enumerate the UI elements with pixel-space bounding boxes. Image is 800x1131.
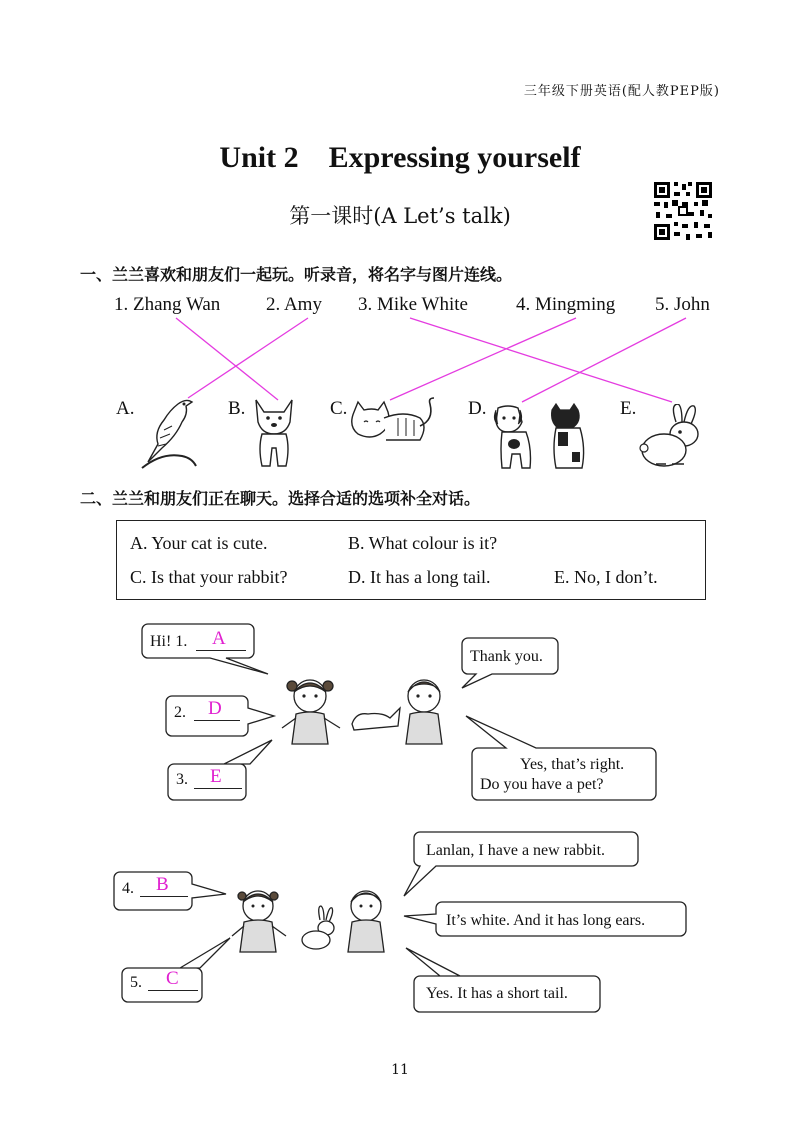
option-d: D. It has a long tail. — [348, 567, 491, 587]
bird-icon — [138, 394, 202, 470]
option-e: E. No, I don’t. — [554, 567, 658, 587]
page-number: 11 — [391, 1062, 409, 1078]
match-line-1-B — [176, 318, 278, 400]
blank-1-prefix: Hi! 1. — [150, 633, 188, 650]
answer-4: B — [156, 874, 169, 895]
section1-instruction: 一、兰兰喜欢和朋友们一起玩。听录音，将名字与图片连线。 — [80, 265, 513, 284]
name-mike-white: 3. Mike White — [358, 294, 468, 315]
blank-1-line — [196, 650, 246, 651]
match-line-3-E — [410, 318, 672, 402]
answer-3: E — [210, 766, 222, 787]
answer-5: C — [166, 968, 179, 989]
reply-short-tail: Yes. It has a short tail. — [426, 985, 568, 1002]
dog-icon — [246, 396, 302, 470]
book-header: 三年级下册英语(配人教PEP版) — [523, 84, 720, 99]
blank-2-prefix: 2. — [174, 704, 186, 721]
girl-boy-rabbit-illustration — [228, 888, 398, 954]
blank-4-prefix: 4. — [122, 880, 134, 897]
girl-boy-cat-illustration — [280, 674, 470, 748]
reply-thank-you: Thank you. — [470, 648, 543, 665]
reply-long-ears: It’s white. And it has long ears. — [446, 912, 646, 929]
picture-letter-a: A. — [116, 398, 135, 419]
speech-bubbles — [0, 600, 800, 1020]
answer-1: A — [212, 628, 226, 649]
picture-letter-d: D. — [468, 398, 487, 419]
picture-letter-b: B. — [228, 398, 246, 419]
reply-thats-right: Yes, that’s right. — [520, 756, 625, 773]
option-b: B. What colour is it? — [348, 533, 498, 553]
blank-5-line — [148, 990, 198, 991]
blank-4-line — [140, 896, 188, 897]
section2-instruction: 二、兰兰和朋友们正在聊天。选择合适的选项补全对话。 — [80, 489, 481, 508]
cat-icon — [348, 396, 444, 448]
reply-new-rabbit: Lanlan, I have a new rabbit. — [426, 842, 606, 859]
blank-3-line — [194, 788, 242, 789]
match-line-2-A — [188, 318, 308, 398]
option-a: A. Your cat is cute. — [130, 533, 268, 553]
lesson-title: 第一课时(A Let’s talk) — [289, 204, 511, 228]
picture-letter-e: E. — [620, 398, 637, 419]
name-amy: 2. Amy — [266, 294, 322, 315]
name-john: 5. John — [655, 294, 710, 315]
unit-title: Unit 2 Expressing yourself — [219, 141, 581, 174]
match-line-4-C — [390, 318, 576, 400]
option-c: C. Is that your rabbit? — [130, 567, 288, 587]
dog-and-cat-icon — [492, 402, 592, 472]
name-mingming: 4. Mingming — [516, 294, 616, 315]
blank-3-prefix: 3. — [176, 771, 188, 788]
picture-letter-c: C. — [330, 398, 348, 419]
options-box — [116, 520, 706, 600]
blank-5-prefix: 5. — [130, 974, 142, 991]
answer-2: D — [208, 698, 222, 719]
rabbit-icon — [636, 404, 712, 470]
name-zhang-wan: 1. Zhang Wan — [114, 294, 221, 315]
blank-2-line — [194, 720, 240, 721]
reply-have-pet: Do you have a pet? — [480, 776, 604, 793]
